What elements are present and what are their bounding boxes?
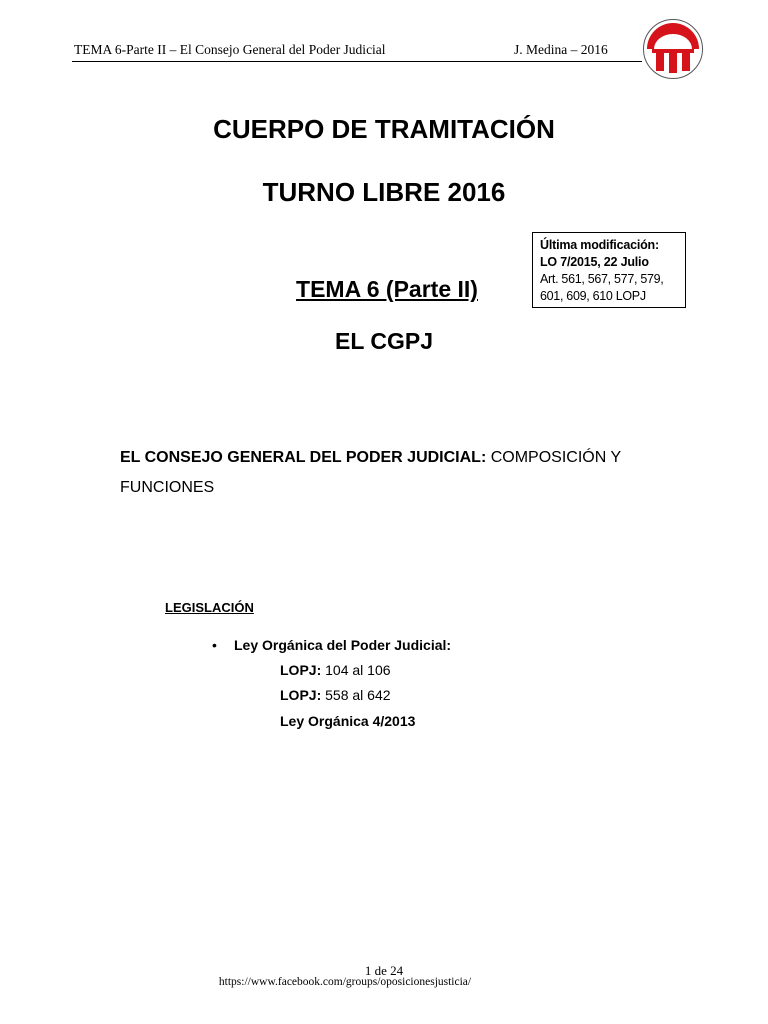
section-heading [120,443,700,503]
section-heading-normal: COMPOSICIÓN Y FUNCIONES [120,449,621,496]
main-title: CUERPO DE TRAMITACIÓN [213,114,555,144]
mod-articles-2: 601, 609, 610 LOPJ [540,289,646,303]
law-item-text: 558 al 642 [321,687,391,703]
footer-link[interactable]: https://www.facebook.com/groups/oposicionesjusticia/ [218,976,472,988]
law-item-bold: Ley Orgánica 4/2013 [280,713,416,729]
mod-heading: Última modificación: [540,238,659,252]
bullet-label: Ley Orgánica del Poder Judicial: [234,637,452,653]
header-rule [72,61,642,62]
last-modification-box [532,232,686,308]
section-heading-bold: EL CONSEJO GENERAL DEL PODER JUDICIAL: [120,449,487,466]
law-item [280,687,391,703]
law-item [280,662,391,678]
header-title: TEMA 6-Parte II – El Consejo General del Poder Judicial [74,42,386,57]
mod-law: LO 7/2015, 22 Julio [540,255,649,269]
topic-subtitle: EL CGPJ [335,328,433,354]
legislation-heading: LEGISLACIÓN [165,600,254,615]
law-item-text: 104 al 106 [321,662,391,678]
list-item [212,637,451,653]
law-item-bold: LOPJ: [280,687,322,703]
law-item-bold: LOPJ: [280,662,322,678]
red-arch-pillars-logo [642,18,704,80]
bullet-icon: • [212,637,217,653]
mod-articles-1: Art. 561, 567, 577, 579, [540,272,664,286]
subtitle-turno: TURNO LIBRE 2016 [262,177,506,207]
topic-title: TEMA 6 (Parte II) [296,276,478,302]
header-author: J. Medina – 2016 [514,42,608,57]
law-item [280,713,415,729]
page-number: 1 de 24 [364,963,404,978]
